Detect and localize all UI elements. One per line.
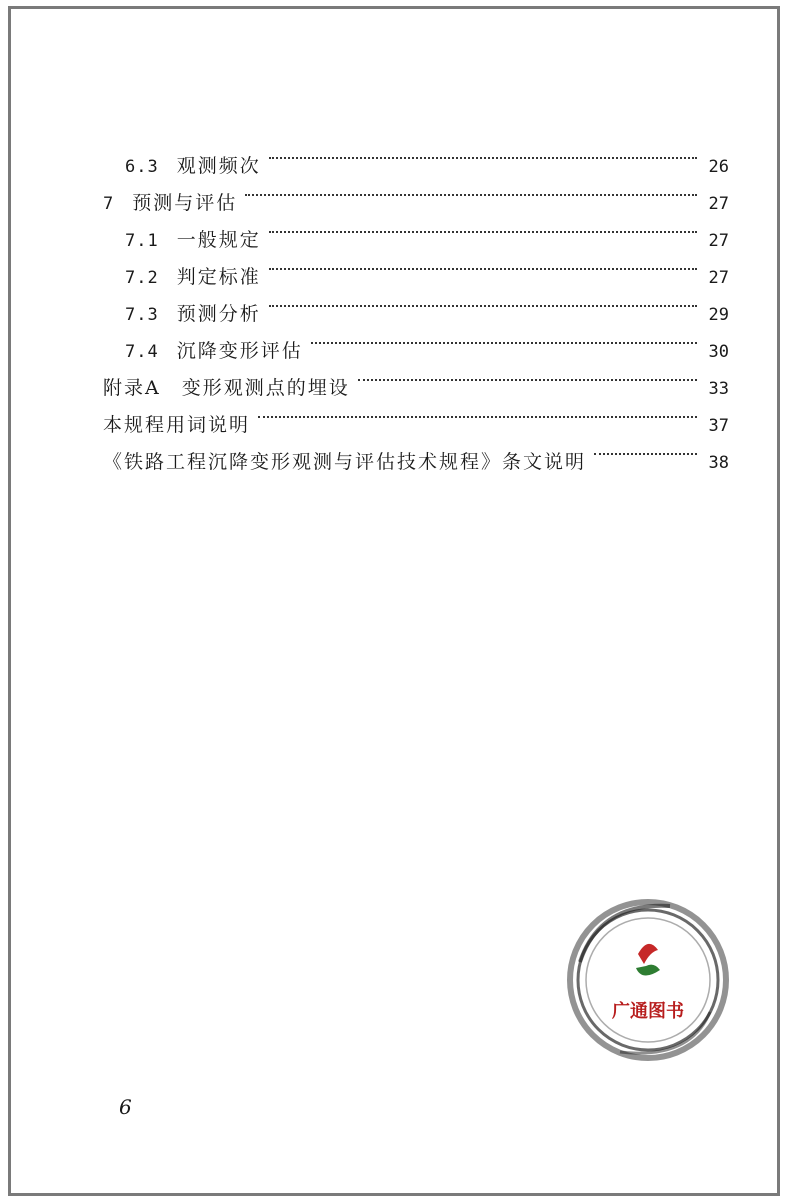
dot-leader [269, 283, 697, 320]
toc-entry-title: 观测频次 [176, 155, 261, 177]
toc-entry-title: 预测与评估 [132, 192, 238, 214]
table-of-contents [103, 135, 729, 473]
ink-ring-logo-icon [560, 892, 736, 1068]
toc-entry-title: 附录A 变形观测点的埋设 [103, 377, 350, 399]
logo-mark-icon [636, 944, 660, 976]
toc-entry-6-3[interactable] [103, 135, 729, 177]
publisher-stamp [560, 892, 736, 1068]
toc-entry-page: 26 [708, 157, 729, 177]
dot-leader [269, 246, 697, 283]
toc-entry-number: 7.2 [125, 268, 159, 288]
toc-entry-page: 38 [708, 453, 729, 473]
dot-leader [269, 209, 697, 246]
toc-entry-number: 7.3 [125, 305, 159, 325]
dot-leader [311, 320, 697, 357]
toc-entry-page: 33 [708, 379, 729, 399]
page-number: 6 [119, 1095, 132, 1119]
toc-entry-number: 6.3 [125, 157, 159, 177]
dot-leader [269, 135, 697, 172]
dot-leader [258, 394, 697, 431]
dot-leader [594, 431, 697, 468]
toc-entry-page: 27 [708, 231, 729, 251]
toc-entry-title: 判定标准 [176, 266, 261, 288]
toc-entry-page: 27 [708, 194, 729, 214]
toc-entry-page: 27 [708, 268, 729, 288]
dot-leader [245, 172, 697, 209]
toc-entry-number: 7.1 [125, 231, 159, 251]
toc-entry-title: 《铁路工程沉降变形观测与评估技术规程》条文说明 [103, 451, 587, 473]
toc-entry-title: 本规程用词说明 [103, 414, 251, 436]
toc-entry-page: 37 [708, 416, 729, 436]
toc-entry-title: 一般规定 [176, 229, 261, 251]
toc-entry-number: 7 [103, 194, 115, 214]
toc-entry-title: 沉降变形评估 [176, 340, 303, 362]
toc-entry-title: 预测分析 [176, 303, 261, 325]
toc-entry-number: 7.4 [125, 342, 159, 362]
toc-entry-page: 29 [708, 305, 729, 325]
toc-entry-page: 30 [708, 342, 729, 362]
stamp-text: 广通图书 [612, 1001, 684, 1022]
dot-leader [358, 357, 697, 394]
